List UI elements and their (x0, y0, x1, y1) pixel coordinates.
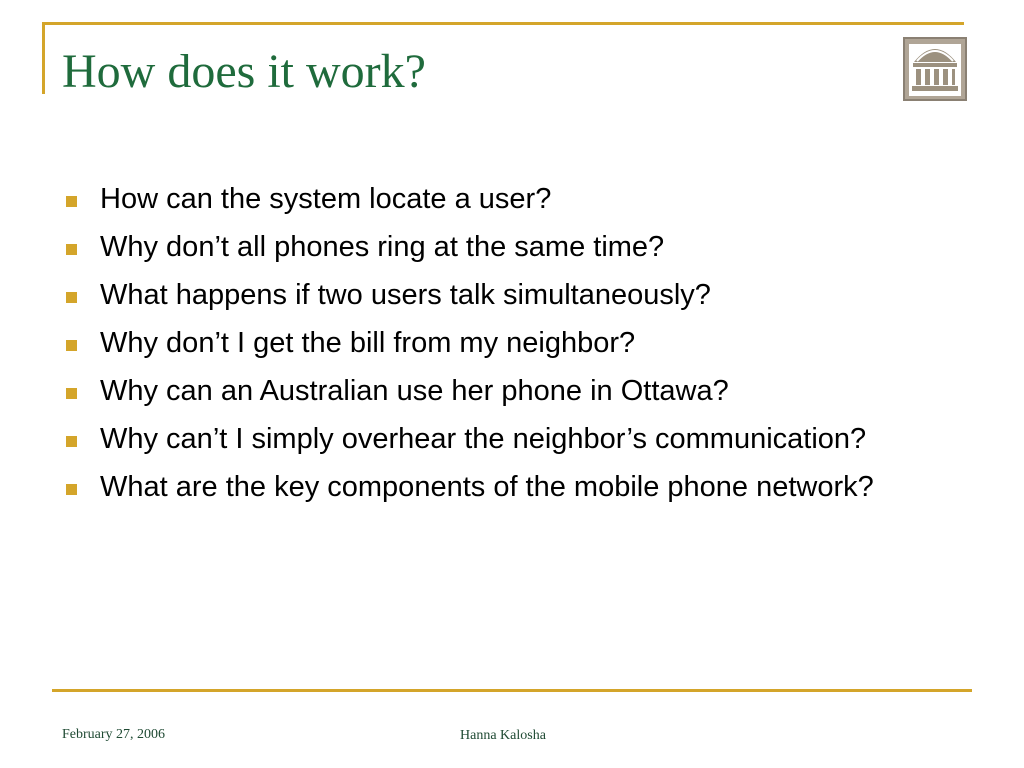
bullet-marker (66, 340, 77, 351)
bullet-item (62, 326, 942, 361)
bullet-text: Why don’t I get the bill from my neighbor? (100, 327, 636, 359)
bullet-marker (66, 484, 77, 495)
bullet-text: What are the key components of the mobile phone network? (100, 471, 874, 503)
bullet-marker (66, 436, 77, 447)
footer-date: February 27, 2006 (62, 727, 166, 742)
bullet-text: How can the system locate a user? (100, 183, 552, 215)
bullet-text: Why can an Australian use her phone in Ottawa? (100, 375, 729, 407)
bullet-item (62, 422, 942, 457)
university-building-icon (900, 28, 970, 104)
bullet-marker (66, 292, 77, 303)
footer-divider (52, 689, 972, 692)
bullet-text: What happens if two users talk simultaneously? (100, 279, 711, 311)
bullet-text: Why don’t all phones ring at the same time? (100, 231, 665, 263)
bullet-item (62, 278, 942, 313)
bullet-marker (66, 388, 77, 399)
bullet-text: Why can’t I simply overhear the neighbor’s communication? (100, 423, 867, 455)
bullet-item (62, 374, 942, 409)
footer-author: Hanna Kalosha (460, 728, 546, 743)
top-frame-line (42, 22, 964, 25)
bullet-list (62, 182, 942, 518)
bullet-item (62, 230, 942, 265)
bullet-item (62, 470, 942, 505)
bullet-marker (66, 196, 77, 207)
left-frame-line (42, 22, 45, 94)
bullet-item (62, 182, 942, 217)
slide-title: How does it work? (62, 45, 426, 98)
bullet-marker (66, 244, 77, 255)
